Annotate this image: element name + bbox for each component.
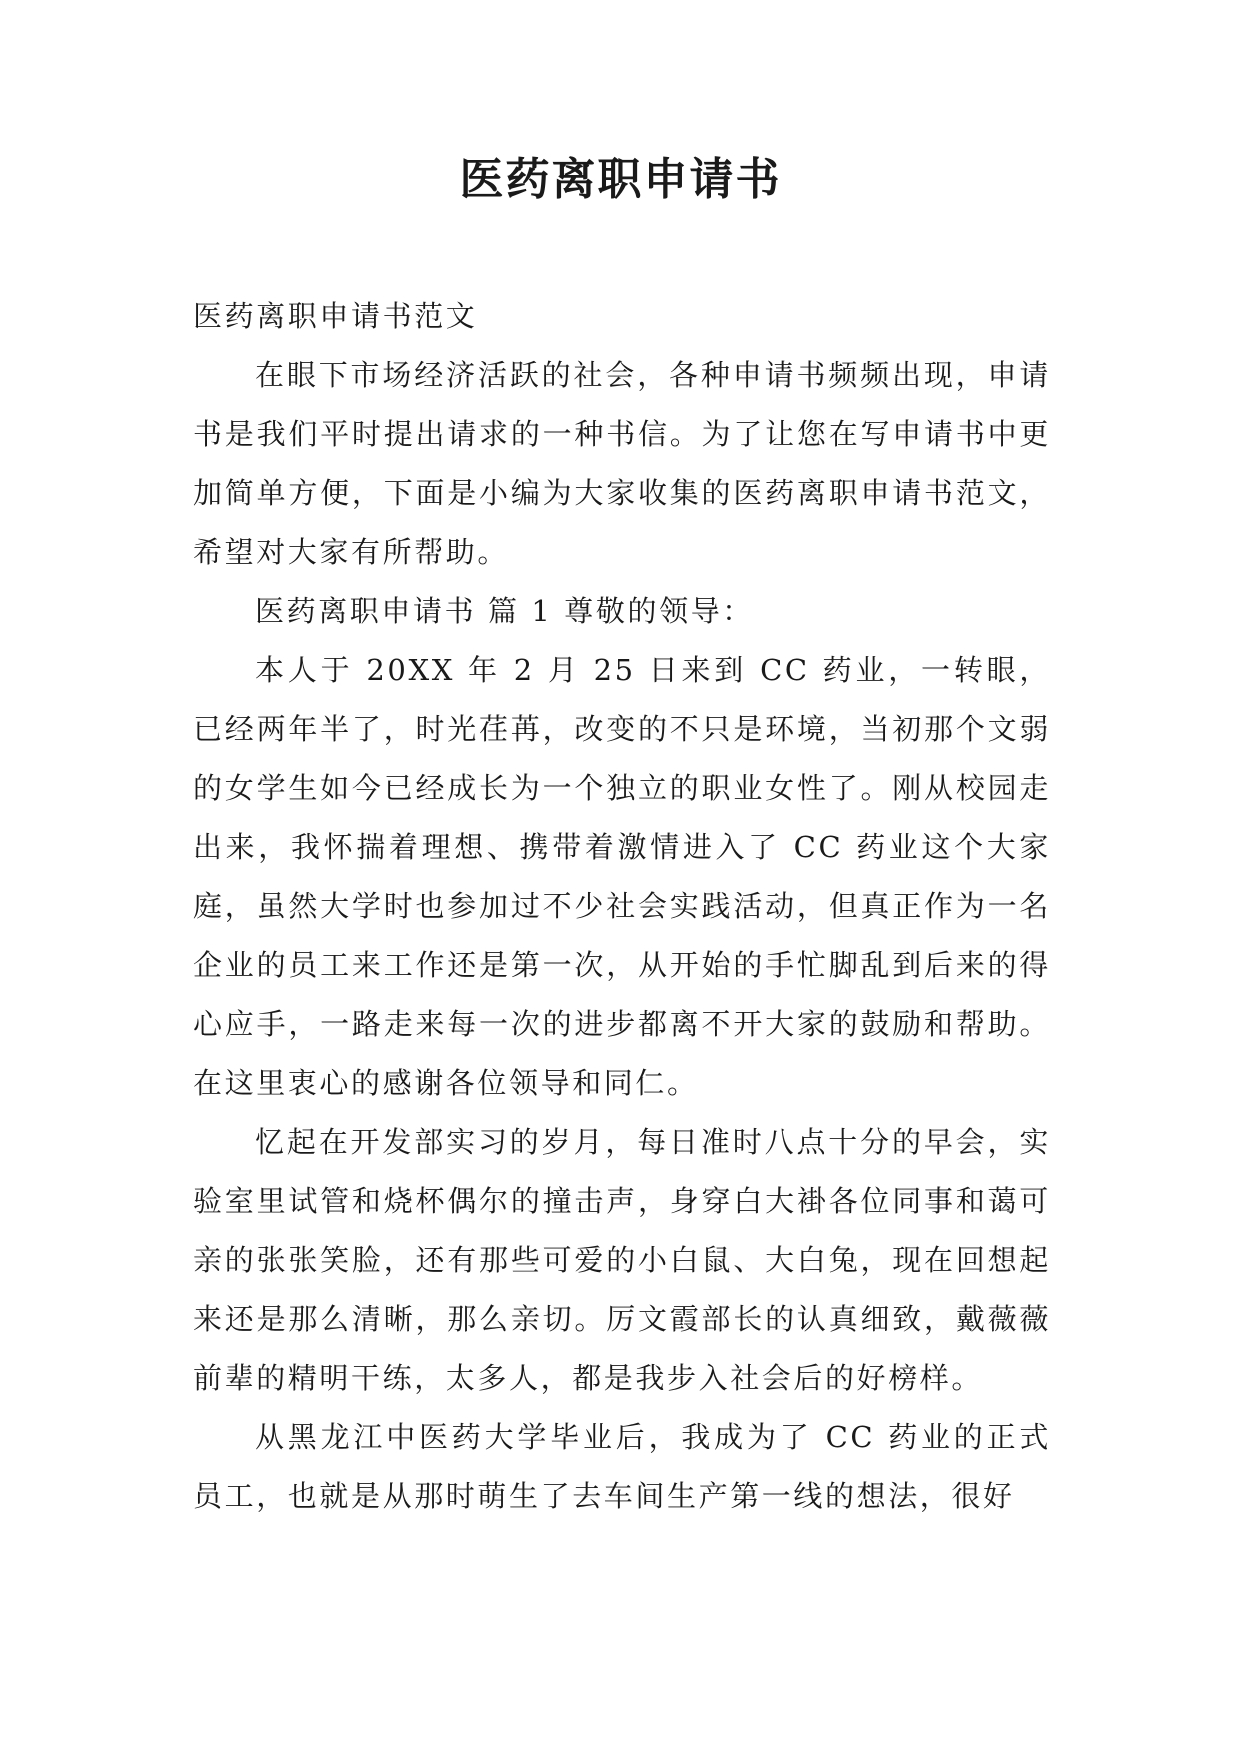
paragraph-subtitle: 医药离职申请书范文 <box>193 299 478 333</box>
paragraph-body: 本人于 20XX 年 2 月 25 日来到 CC 药业，一转眼，已经两年半了，时光荏苒，改变的不只是环境，当初那个文弱的女学生如今已经成长为一个独立的职业女性了。刚从校园走出来，我怀揣着理想、携带着激情进入了 CC 药业这个大家庭，虽然大学时也参加过不少社会实践活动，但真正作为一名企业的员工来工作还是第一次，从开始的手忙脚乱到后来的得心应手，一路走来每一次的进步都离不开大家的鼓励和帮助。在这里衷心的感谢各位领导和同仁。 <box>193 653 1051 1100</box>
document-body <box>193 287 1051 1526</box>
document-title: 医药离职申请书 <box>459 154 782 205</box>
paragraph-intro: 在眼下市场经济活跃的社会，各种申请书频频出现，申请书是我们平时提出请求的一种书信。为了让您在写申请书中更加简单方便，下面是小编为大家收集的医药离职申请书范文，希望对大家有所帮助。 <box>193 358 1051 569</box>
paragraph-salutation: 医药离职申请书 篇 1 尊敬的领导： <box>255 594 754 628</box>
paragraph-body: 从黑龙江中医药大学毕业后，我成为了 CC 药业的正式员工，也就是从那时萌生了去车间生产第一线的想法，很好 <box>193 1420 1051 1513</box>
paragraph-body: 忆起在开发部实习的岁月，每日准时八点十分的早会，实验室里试管和烧杯偶尔的撞击声，身穿白大褂各位同事和蔼可亲的张张笑脸，还有那些可爱的小白鼠、大白兔，现在回想起来还是那么清晰，那么亲切。厉文霞部长的认真细致，戴薇薇前辈的精明干练，太多人，都是我步入社会后的好榜样。 <box>193 1125 1051 1395</box>
